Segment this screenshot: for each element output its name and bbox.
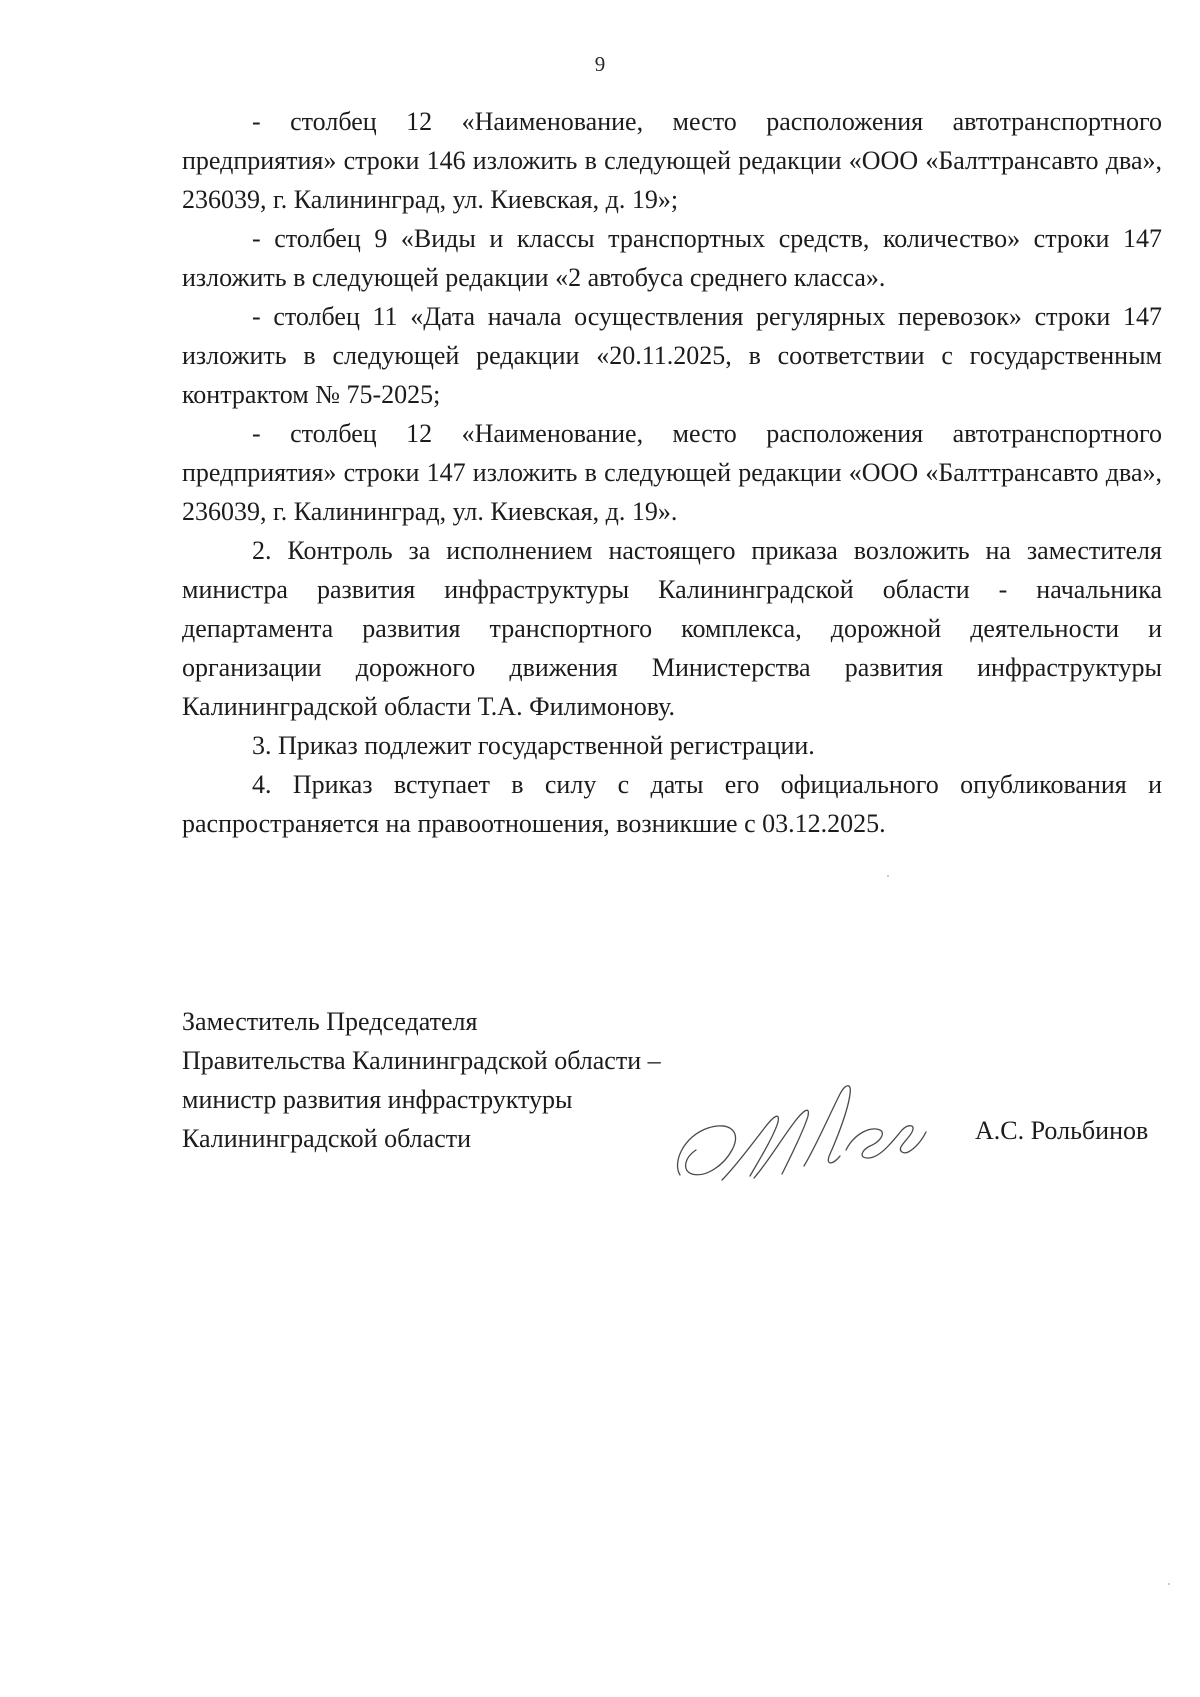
signatory-position-line: Заместитель Председателя [182,1007,478,1036]
document-body [182,102,1162,843]
signatory-position-line: Калининградской области [182,1124,472,1153]
signatory-position-line: Правительства Калининградской области – [182,1046,661,1075]
handwritten-signature [670,1070,930,1190]
signatory-position-line: министр развития инфраструктуры [182,1085,573,1114]
paragraph-registration-clause: 3. Приказ подлежит государственной регистрации. [252,731,815,760]
signatory-position [182,1002,661,1158]
paragraph-column-12-row-146: - столбец 12 «Наименование, место расположения автотранспортного предприятия» строки 146 изложить в следующей редакции «ООО «Балттрансавто два», 236039, г. Калининград, ул. Киевская, д. 19»; [182,107,1162,214]
paragraph-effective-date-clause: 4. Приказ вступает в силу с даты его официального опубликования и распространяется на правоотношения, возникшие с 03.12.2025. [182,770,1162,838]
signatory-name: А.С. Рольбинов [975,1116,1149,1145]
paragraph-column-12-row-147: - столбец 12 «Наименование, место расположения автотранспортного предприятия» строки 147 изложить в следующей редакции «ООО «Балттрансавто два», 236039, г. Калининград, ул. Киевская, д. 19». [182,419,1162,526]
scan-speck [887,875,889,877]
paragraph-column-9-row-147: - столбец 9 «Виды и классы транспортных средств, количество» строки 147 изложить в следующей редакции «2 автобуса среднего класса». [182,224,1162,292]
page-number: 9 [594,52,606,76]
paragraph-control-clause: 2. Контроль за исполнением настоящего приказа возложить на заместителя министра развития инфраструктуры Калининградской области - начальника департамента развития транспортного комплекса, дорожной деятельности и организации дорожного движения Министерства развития инфраструктуры Калининградской области Т.А. Филимонову. [182,536,1162,721]
scan-speck [1168,1583,1170,1585]
paragraph-column-11-row-147: - столбец 11 «Дата начала осуществления регулярных перевозок» строки 147 изложить в следующей редакции «20.11.2025, в соответствии с государственным контрактом № 75-2025; [182,302,1162,409]
